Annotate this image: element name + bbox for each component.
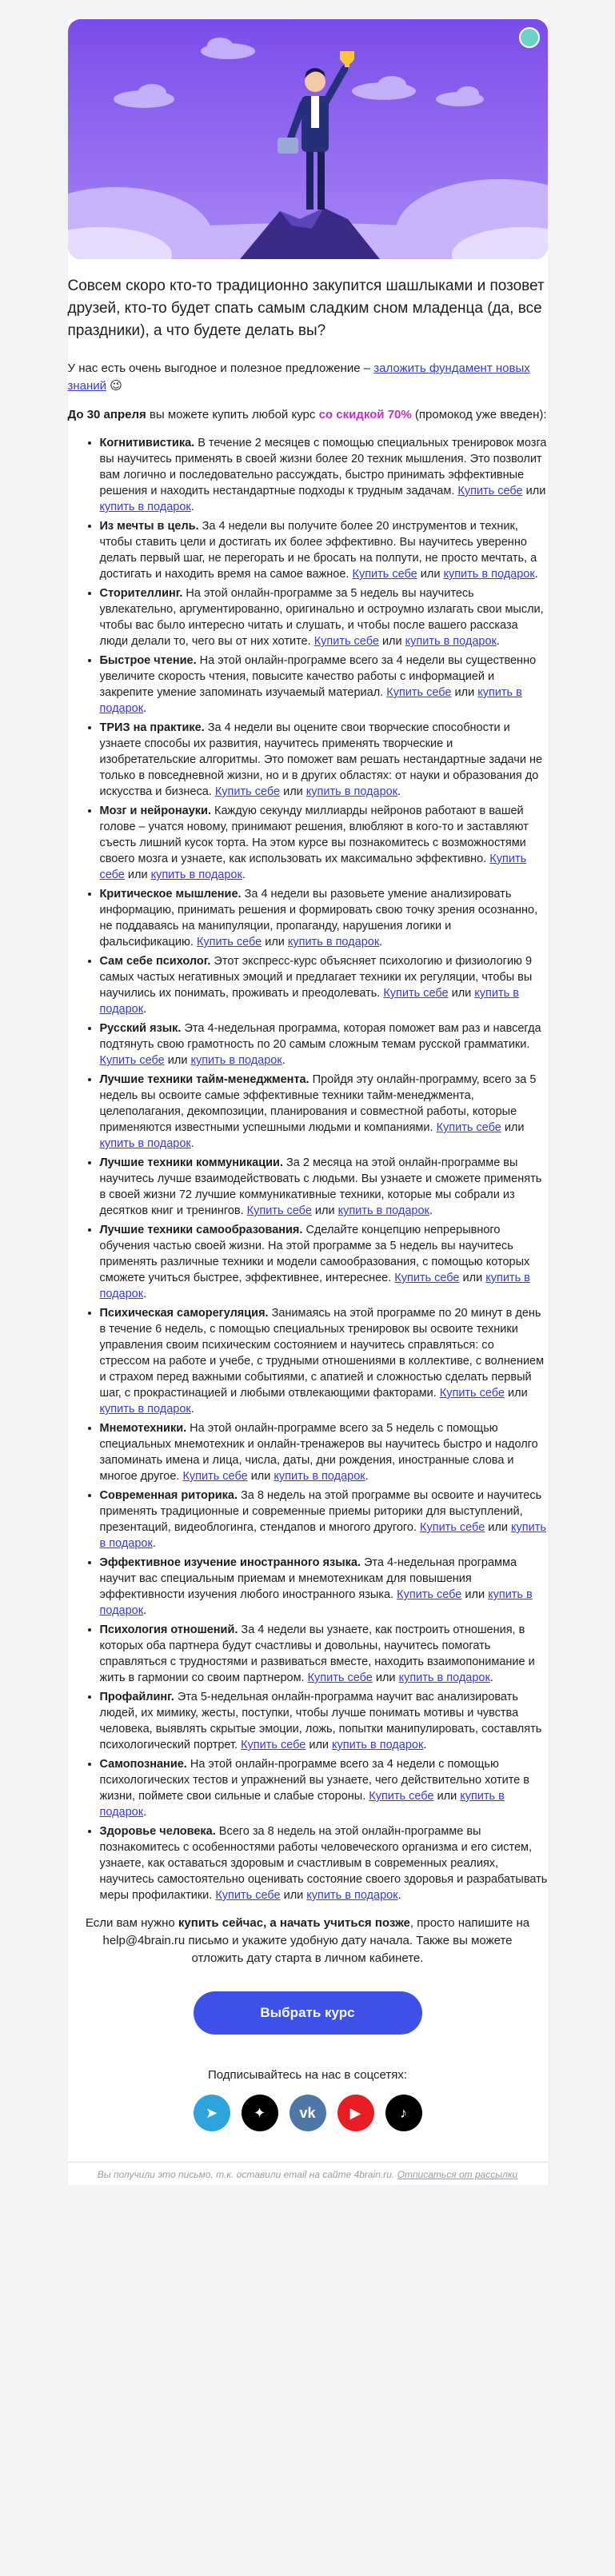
course-desc: На этой онлайн-программе всего за 5 недель с помощью специальных мнемотехник и онлайн-тренажеров вы научитесь быстро и надолго запоминать имена и лица, числа, даты, дни рождения, иностранные слова и многое другое. — [99, 1422, 538, 1483]
or-text: или — [372, 1671, 399, 1684]
tiktok-icon[interactable]: ♪ — [385, 2095, 422, 2131]
or-text: или — [262, 936, 288, 949]
or-text: или — [459, 1272, 486, 1284]
offer-mid: вы можете купить любой курс — [146, 408, 319, 421]
course-item: • Когнитивистика. В течение 2 месяцев с помощью специальных тренировок мозга вы научитесь применять в своей жизни более 20 техник мышления. Это позволит вам логично и последовательно рассуждать, быстро принимать эффективные решения и находить нестандартные подходы к трудным задачам. Купить себе или купить в подарок. — [100, 435, 548, 515]
buy-self-link[interactable]: Купить себе — [439, 1387, 505, 1400]
course-desc: В течение 2 месяцев с помощью специальных тренировок мозга вы научитесь применять в своей жизни более 20 техник мышления. Это позволит вам логично и последовательно рассуждать, быстро принимать эффективные решения и находить нестандартные подходы к трудным задачам. — [99, 437, 547, 497]
buy-gift-link[interactable]: купить в подарок — [99, 1521, 546, 1550]
unsubscribe-link[interactable]: Отписаться от рассылки — [397, 2169, 518, 2180]
course-title: Сам себе психолог. — [99, 955, 211, 968]
hero-illustration — [68, 19, 548, 259]
buy-gift-link[interactable]: купить в подарок — [99, 1403, 191, 1416]
buy-gift-link[interactable]: купить в подарок — [443, 568, 535, 581]
course-title: Лучшие техники коммуникации. — [99, 1156, 283, 1169]
course-desc: На этой онлайн-программе всего за 4 недели вы существенно увеличите скорость чтения, повысите качество работы с информацией и закрепите умение запоминать изучаемый материал. — [99, 654, 537, 699]
course-title: Здоровье человека. — [99, 1825, 216, 1838]
telegram-icon[interactable]: ➤ — [194, 2095, 230, 2131]
buy-gift-link[interactable]: купить в подарок — [405, 635, 497, 648]
course-item: • Здоровье человека. Всего за 8 недель на этой онлайн-программе вы познакомитесь с особенностями работы человеческого организма и его систем, узнаете, как оставаться здоровым и счастливым в современных реалиях, научитесь самостоятельно оценивать состояние своего здоровья и разрабатывать меры профилактики. Купить себе или купить в подарок. — [100, 1823, 548, 1903]
or-text: или — [306, 1739, 333, 1751]
buy-gift-link[interactable]: купить в подарок — [99, 1588, 533, 1617]
footer — [68, 2169, 548, 2185]
buy-self-link[interactable]: Купить себе — [99, 853, 527, 881]
course-desc: Всего за 8 недель на этой онлайн-программе вы познакомитесь с особенностями работы человеческого организма и его систем, узнаете, как оставаться здоровым и счастливым в современных реалиях, научитесь самостоятельно оценивать состояние своего здоровья и разрабатывать меры профилактики. — [99, 1825, 548, 1902]
buy-gift-link[interactable]: купить в подарок — [99, 1272, 530, 1300]
or-text: или — [124, 869, 151, 881]
choose-course-button[interactable]: Выбрать курс — [194, 1991, 422, 2035]
course-title: Психическая саморегуляция. — [99, 1307, 269, 1320]
course-item: • Русский язык. Эта 4-недельная программа, которая поможет вам раз и навсегда подтянуть свою грамотность по 20 самым сложным темам русской грамматики. Купить себе или купить в подарок. — [100, 1020, 548, 1068]
footer-divider — [68, 2162, 548, 2163]
vk-icon[interactable]: vk — [290, 2095, 326, 2131]
buy-self-link[interactable]: Купить себе — [241, 1739, 306, 1751]
buy-gift-link[interactable]: купить в подарок — [337, 1204, 429, 1217]
cta-wrapper — [68, 1991, 548, 2035]
buy-self-link[interactable]: Купить себе — [215, 1889, 281, 1902]
course-title: Русский язык. — [99, 1022, 182, 1035]
course-item: • Самопознание. На этой онлайн-программе всего за 4 недели с помощью психологических тестов и упражнений вы узнаете, чего действительно хотите в жизни, поймете свои сильные и слабые стороны. Купить себе или купить в подарок. — [100, 1756, 548, 1820]
offer-discount: со скидкой 70% — [318, 408, 412, 421]
course-title: ТРИЗ на практике. — [99, 721, 205, 734]
buy-self-link[interactable]: Купить себе — [420, 1521, 485, 1534]
offer-deadline: До 30 апреля — [67, 408, 146, 421]
course-title: Профайлинг. — [99, 1691, 174, 1703]
buy-gift-link[interactable]: купить в подарок — [398, 1671, 490, 1684]
buy-self-link[interactable]: Купить себе — [369, 1790, 434, 1803]
course-item: • Современная риторика. За 8 недель на этой программе вы освоите и научитесь применять традиционные и современные приемы риторики для выступлений, презентаций, видеоблогинга, стендапов и многого другого. Купить себе или купить в подарок. — [100, 1488, 548, 1552]
course-desc: Сделайте концепцию непрерывного обучения частью своей жизни. На этой программе за 5 недель вы научитесь применять различные техники и модели самообразования, с помощью которых сможете учиться быстрее, эффективнее, интереснее. — [99, 1224, 530, 1284]
course-title: Современная риторика. — [99, 1489, 238, 1502]
social-title: Подписывайтесь на нас в соцсетях: — [207, 2068, 408, 2082]
buy-gift-link[interactable]: купить в подарок — [306, 785, 398, 798]
or-text: или — [280, 1889, 307, 1902]
course-item: • ТРИЗ на практике. За 4 недели вы оцените свои творческие способности и узнаете способы их развития, научитесь применять творческие и изобретательские алгоритмы. Это поможет вам решать нестандартные задачи не только в повседневной жизни, но и в других областях: от науки и образования до искусства и бизнеса. Купить себе или купить в подарок. — [100, 720, 548, 800]
closing-paragraph — [84, 1915, 532, 1967]
course-desc: За 4 недели вы получите более 20 инструментов и техник, чтобы ставить цели и достигать их более эффективно. Вы научитесь уверенно делать первый шаг, не перегорать и не бросать на полпути, не просто мечтать, а достигать и находить время на самое важное. — [99, 520, 537, 581]
buy-self-link[interactable]: Купить себе — [394, 1272, 460, 1284]
course-desc: За 4 недели вы узнаете, как построить отношения, в которых оба партнера будут счастливы и довольны, научитесь помогать справляться с трудностями и развиваться вместе, находить взаимопонимание и жить в гармонии со своим партнером. — [99, 1623, 535, 1684]
or-text: или — [433, 1790, 461, 1803]
or-text: или — [164, 1054, 191, 1067]
buy-self-link[interactable]: Купить себе — [246, 1204, 312, 1217]
course-desc: За 8 недель на этой программе вы освоите и научитесь применять традиционные и современные приемы риторики для выступлений, презентаций, видеоблогинга, стендапов и многого другого. — [99, 1489, 542, 1534]
buy-gift-link[interactable]: купить в подарок — [99, 501, 191, 513]
course-item: • Психология отношений. За 4 недели вы узнаете, как построить отношения, в которых оба партнера будут счастливы и довольны, научитесь помогать справляться с трудностями и развиваться вместе, находить взаимопонимание и жить в гармонии со своим партнером. Купить себе или купить в подарок. — [100, 1622, 548, 1686]
buy-self-link[interactable]: Купить себе — [383, 987, 449, 1000]
course-title: Психология отношений. — [99, 1623, 238, 1636]
buy-gift-link[interactable]: купить в подарок — [190, 1054, 282, 1067]
course-title: Сторителлинг. — [99, 587, 183, 600]
or-text: или — [451, 686, 478, 699]
buy-gift-link[interactable]: купить в подарок — [332, 1739, 424, 1751]
hero-banner — [68, 19, 548, 259]
offer-paragraph — [68, 406, 548, 424]
course-desc: На этой онлайн-программе за 5 недель вы научитесь увлекательно, аргументированно, оригинально и остроумно излагать свои мысли, чтобы вас было интересно читать и слушать, и чтобы после вашего рассказа люди делали то, чего вы от них хотите. — [99, 587, 544, 648]
course-title: Мнемотехники. — [99, 1422, 187, 1435]
course-item: • Критическое мышление. За 4 недели вы разовьете умение анализировать информацию, принимать решения и формировать свою точку зрения осознанно, не поддаваясь на манипуляции, пропаганду, нарушения логики и фальсификацию. Купить себе или купить в подарок. — [100, 886, 548, 950]
offer-end: (промокод уже введен): — [411, 408, 547, 421]
course-desc: За 4 недели вы оцените свои творческие способности и узнаете способы их развития, научитесь применять творческие и изобретательские алгоритмы. Это поможет вам решать нестандартные задачи не только в повседневной жизни, но и в других областях: от науки и образования до искусства и бизнеса. — [99, 721, 543, 798]
buy-self-link[interactable]: Купить себе — [182, 1470, 248, 1483]
or-text: или — [501, 1121, 525, 1134]
buy-gift-link[interactable]: купить в подарок — [274, 1470, 365, 1483]
buy-self-link[interactable]: Купить себе — [99, 1054, 165, 1067]
course-item: • Эффективное изучение иностранного языка. Эта 4-недельная программа научит вас специальным приемам и мнемотехникам для повышения эффективности изучения любого иностранного языка. Купить себе или купить в подарок. — [100, 1555, 548, 1619]
email-body — [68, 275, 548, 2185]
buy-gift-link[interactable]: купить в подарок — [99, 1790, 505, 1819]
buy-self-link[interactable]: Купить себе — [352, 568, 417, 581]
course-item: • Сам себе психолог. Этот экспресс-курс объясняет психологию и физиологию 9 самых частых негативных эмоций и предлагает техники их регуляции, чтобы вы научились их понимать, проживать и преодолевать. Купить себе или купить в подарок. — [100, 953, 548, 1017]
course-item: • Из мечты в цель. За 4 недели вы получите более 20 инструментов и техник, чтобы ставить цели и достигать их более эффективно. Вы научитесь уверенно делать первый шаг, не перегорать и не бросать на полпути, не просто мечтать, а достигать и находить время на самое важное. Купить себе или купить в подарок. — [100, 518, 548, 582]
buy-gift-link[interactable]: купить в подарок — [99, 987, 519, 1016]
buy-self-link[interactable]: Купить себе — [214, 785, 281, 798]
course-desc: Пройдя эту онлайн-программу, всего за 5 недель вы освоите самые эффективные техники тайм-менеджмента, целеполагания, декомпозиции, планирования и совместной работы, которые применяются известными успешными людьми и компаниями. — [99, 1073, 537, 1134]
buy-self-link[interactable]: Купить себе — [436, 1121, 501, 1134]
course-title: Самопознание. — [99, 1758, 187, 1771]
foundation-link[interactable]: заложить фундамент новых знаний — [67, 361, 530, 393]
lead-paragraph: Совсем скоро кто-то традиционно закупится шашлыками и позовет друзей, кто-то будет спать самым сладким сном младенца (да, все праздники), а что будете делать вы? — [67, 278, 545, 339]
course-item: • Мнемотехники. На этой онлайн-программе всего за 5 недель с помощью специальных мнемотехник и онлайн-тренажеров вы научитесь быстро и надолго запоминать имена и лица, числа, даты, дни рождения, иностранные слова и многое другое. Купить себе или купить в подарок. — [100, 1420, 548, 1484]
course-item: • Лучшие техники самообразования. Сделайте концепцию непрерывного обучения частью своей жизни. На этой программе за 5 недель вы научитесь применять различные техники и модели самообразования, с помощью которых сможете учиться быстрее, эффективнее, интереснее. Купить себе или купить в подарок. — [100, 1222, 548, 1302]
course-title: Когнитивистика. — [99, 437, 195, 449]
course-desc: За 2 месяца на этой онлайн-программе вы научитесь лучше взаимодействовать с людьми. Вы узнаете и сможете применять в своей жизни 72 лучшие коммуникативные техники, которые мы собрали из десятков книг и тренингов. — [99, 1156, 542, 1217]
buy-gift-link[interactable]: купить в подарок — [150, 869, 242, 881]
buy-self-link[interactable]: Купить себе — [196, 936, 262, 949]
course-title: Лучшие техники тайм-менеджмента. — [99, 1073, 309, 1086]
social-links — [68, 2095, 548, 2131]
course-item: • Лучшие техники коммуникации. За 2 месяца на этой онлайн-программе вы научитесь лучше взаимодействовать с людьми. Вы узнаете и сможете применять в своей жизни 72 лучшие коммуникативные техники, которые мы собрали из десятков книг и тренингов. Купить себе или купить в подарок. — [100, 1155, 548, 1219]
course-title: Мозг и нейронауки. — [99, 805, 211, 817]
course-desc: За 4 недели вы разовьете умение анализировать информацию, принимать решения и формировать свою точку зрения осознанно, не поддаваясь на манипуляции, пропаганду, нарушения логики и фальсификацию. — [99, 888, 538, 949]
course-list — [100, 435, 548, 1903]
buy-self-link[interactable]: Купить себе — [386, 686, 452, 699]
course-item: • Мозг и нейронауки. Каждую секунду миллиарды нейронов работают в вашей голове – учатся новому, принимают решения, влюбляют в кого-то и заставляют съесть лишний кусок торта. На этом курсе вы познакомитесь с возможностями своего мозга и узнаете, как использовать их максимально эффективно. Купить себе или купить в подарок. — [100, 803, 548, 883]
course-item: • Быстрое чтение. На этой онлайн-программе всего за 4 недели вы существенно увеличите скорость чтения, повысите качество работы с информацией и закрепите умение запоминать изучаемый материал. Купить себе или купить в подарок. — [100, 653, 548, 717]
course-title: Лучшие техники самообразования. — [99, 1224, 303, 1236]
intro-text: У нас есть очень выгодное и полезное предложение – — [67, 361, 374, 375]
buy-gift-link[interactable]: купить в подарок — [306, 1889, 398, 1902]
course-item: • Профайлинг. Эта 5-недельная онлайн-программа научит вас анализировать людей, их мимику, жесты, поступки, чтобы лучше понимать мотивы и чувства человека, выявлять скрытые эмоции, ложь, попытки манипулировать, составлять психологический портрет. Купить себе или купить в подарок. — [100, 1689, 548, 1753]
buy-self-link[interactable]: Купить себе — [457, 485, 523, 497]
buy-gift-link[interactable]: купить в подарок — [287, 936, 380, 949]
intro-paragraph — [68, 360, 548, 395]
or-text: или — [485, 1521, 511, 1534]
or-text: или — [417, 568, 444, 581]
course-desc: Эта 4-недельная программа, которая поможет вам раз и навсегда подтянуть свою грамотность по 20 самым сложным темам русской грамматики. — [99, 1022, 541, 1051]
course-desc: Этот экспресс-курс объясняет психологию и физиологию 9 самых частых негативных эмоций и предлагает техники их регуляции, чтобы вы научились их понимать, проживать и преодолевать. — [99, 955, 533, 1000]
buy-self-link[interactable]: Купить себе — [397, 1588, 462, 1601]
zen-icon[interactable]: ✦ — [242, 2095, 278, 2131]
closing-start: Если вам нужно — [85, 1916, 178, 1930]
course-title: Эффективное изучение иностранного языка. — [99, 1556, 361, 1569]
or-text: или — [522, 485, 546, 497]
course-desc: Эта 5-недельная онлайн-программа научит вас анализировать людей, их мимику, жесты, поступки, чтобы лучше понимать мотивы и чувства человека, выявлять скрытые эмоции, ложь, попытки манипулировать, составлять психологический портрет. — [99, 1691, 542, 1751]
buy-self-link[interactable]: Купить себе — [313, 635, 379, 648]
course-item: • Психическая саморегуляция. Занимаясь на этой программе по 20 минут в день в течение 6 недель, с помощью специальных тренировок вы освоите техники управления своим психическим состоянием и научитесь справляться: со стрессом на работе и учебе, с трудными отношениями в коллективе, с волнением и страхом перед важными событиями, с апатией и сложностью сделать первый шаг, с прокрастинацией и любыми отвлекающими факторами. Купить себе или купить в подарок. — [100, 1305, 548, 1417]
buy-gift-link[interactable]: купить в подарок — [99, 1137, 191, 1150]
logo-badge-icon — [519, 27, 540, 48]
course-desc: Каждую секунду миллиарды нейронов работают в вашей голове – учатся новому, принимают решения, влюбляют в кого-то и заставляют съесть лишний кусок торта. На этом курсе вы познакомитесь с возможностями своего мозга и узнаете, как использовать их максимально эффективно. — [99, 805, 529, 865]
closing-bold: купить сейчас, а начать учиться позже — [178, 1916, 410, 1930]
course-desc: Эта 4-недельная программа научит вас специальным приемам и мнемотехникам для повышения эффективности изучения любого иностранного языка. — [99, 1556, 517, 1601]
email-card — [68, 19, 548, 2185]
youtube-icon[interactable]: ▶ — [337, 2095, 374, 2131]
or-text: или — [311, 1204, 338, 1217]
or-text: или — [461, 1588, 489, 1601]
or-text: или — [505, 1387, 528, 1400]
course-title: Критическое мышление. — [99, 888, 242, 901]
or-text: или — [280, 785, 306, 798]
closing-end: , просто напишите на help@4brain.ru письмо и укажите удобную дату начала. Также вы можете отложить дату старта в личном кабинете. — [102, 1916, 530, 1965]
buy-self-link[interactable]: Купить себе — [307, 1671, 373, 1684]
course-item: • Лучшие техники тайм-менеджмента. Пройдя эту онлайн-программу, всего за 5 недель вы освоите самые эффективные техники тайм-менеджмента, целеполагания, декомпозиции, планирования и совместной работы, которые применяются известными успешными людьми и компаниями. Купить себе или купить в подарок. — [100, 1072, 548, 1152]
wink-emoji-icon: 😉 — [110, 379, 122, 393]
or-text: или — [247, 1470, 274, 1483]
footer-text: Вы получили это письмо, т.к. оставили email на сайте 4brain.ru. — [97, 2169, 397, 2180]
course-desc: На этой онлайн-программе всего за 4 недели с помощью психологических тестов и упражнений вы узнаете, чего действительно хотите в жизни, поймете свои сильные и слабые стороны. — [99, 1758, 529, 1803]
or-text: или — [378, 635, 405, 648]
or-text: или — [448, 987, 475, 1000]
course-title: Из мечты в цель. — [99, 520, 199, 533]
buy-gift-link[interactable]: купить в подарок — [99, 686, 522, 715]
course-desc: Занимаясь на этой программе по 20 минут в день в течение 6 недель, с помощью специальных тренировок вы освоите техники управления своим психическим состоянием и научитесь справляться: со стрессом на работе и учебе, с трудными отношениями в коллективе, с волнением и страхом перед важными событиями, с апатией и сложностью сделать первый шаг, с прокрастинацией и любыми отвлекающими факторами. — [99, 1307, 545, 1400]
course-title: Быстрое чтение. — [99, 654, 197, 667]
course-item: • Сторителлинг. На этой онлайн-программе за 5 недель вы научитесь увлекательно, аргументированно, оригинально и остроумно излагать свои мысли, чтобы вас было интересно читать и слушать, и чтобы после вашего рассказа люди делали то, чего вы от них хотите. Купить себе или купить в подарок. — [100, 585, 548, 649]
